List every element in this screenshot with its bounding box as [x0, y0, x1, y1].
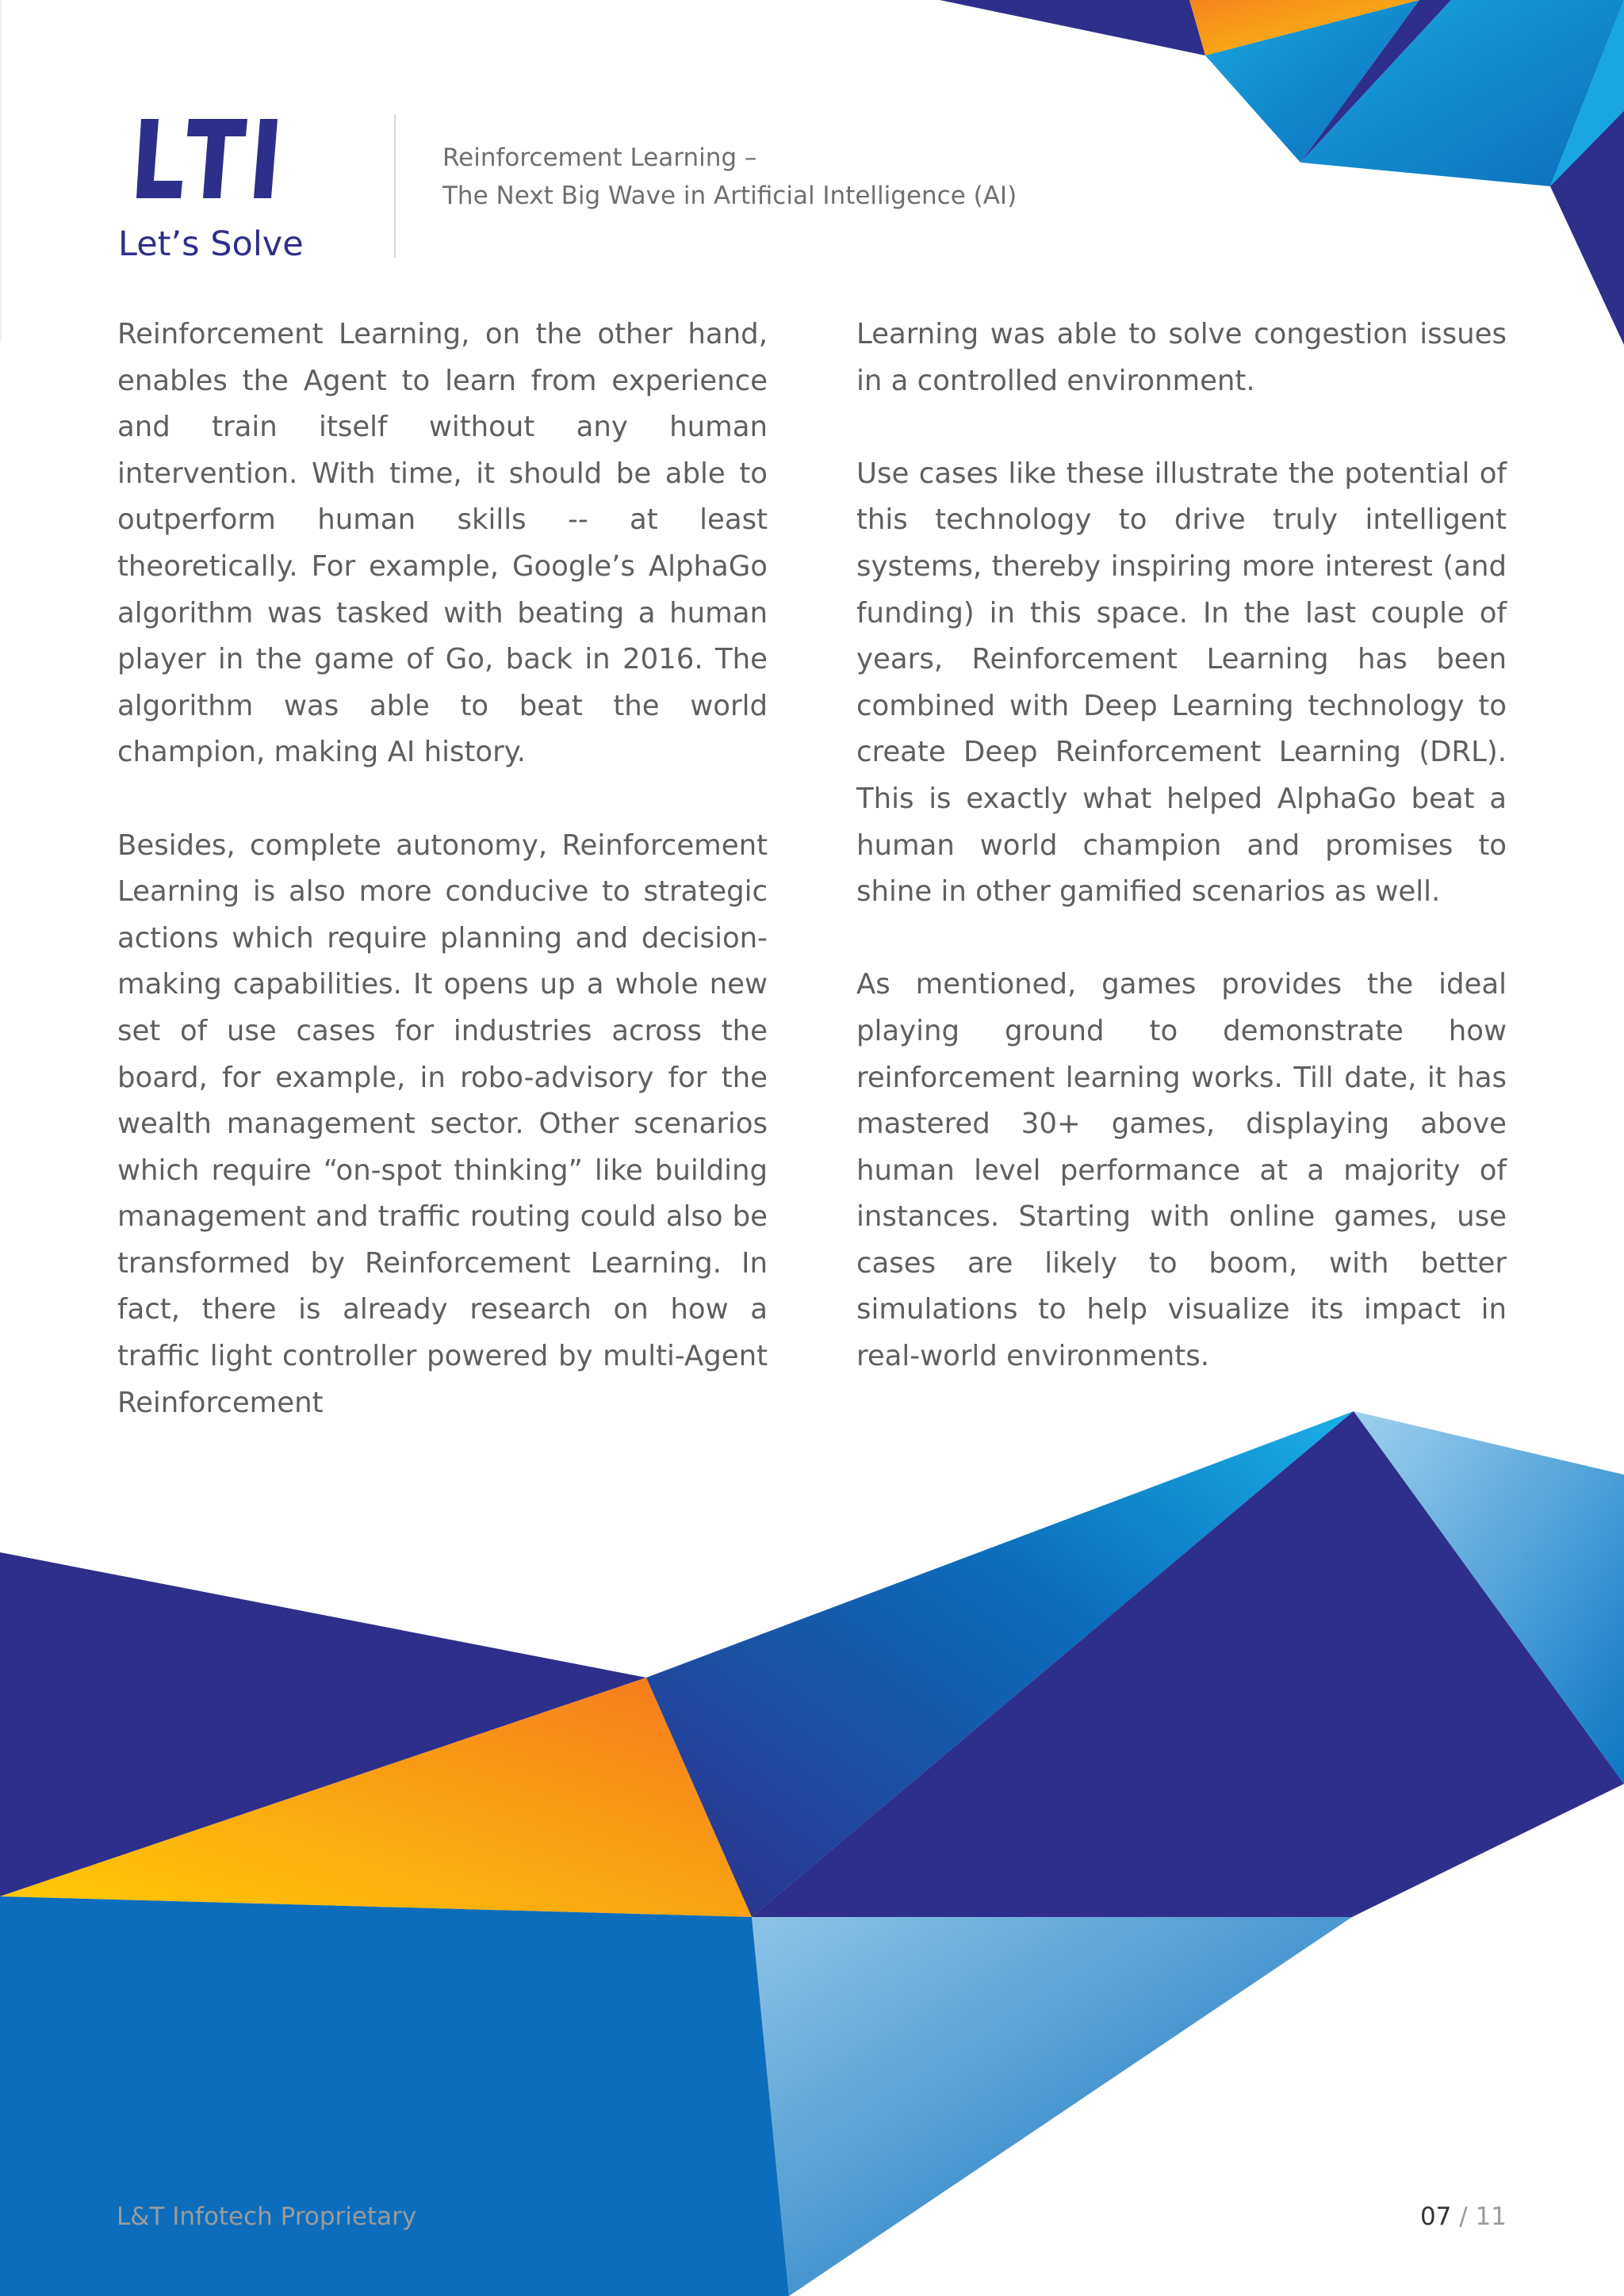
lti-logo [136, 119, 279, 198]
left-edge-line [0, 0, 2, 341]
left-text-column [117, 312, 768, 1473]
page-separator: / [1451, 2202, 1476, 2231]
paragraph: Use cases like these illustrate the potential of this technology to drive truly intelligent systems, thereby inspiring more interest (and funding) in this space. In the last couple of years, Reinforcement Learning has been combined with Deep Learning technology to create Deep Reinforcement Learning (DRL). This is exactly what helped AlphaGo beat a human world champion and promises to shine in other gamified scenarios as well. [856, 457, 1507, 909]
brand-tagline: Let’s Solve [118, 224, 304, 264]
bottom-shape-blue-left [0, 1896, 789, 2296]
page-total: 11 [1475, 2202, 1507, 2231]
top-shape-navy-left [940, 0, 1205, 55]
paragraph: As mentioned, games provides the ideal playing ground to demonstrate how reinforcement learning works. Till date, it has mastered 30+ games, displaying above human level performance at a majority of instances. Starting with online games, use cases are likely to boom, with better simulations to help visualize its impact in real-world environments. [856, 968, 1507, 1373]
page-current: 07 [1419, 2202, 1452, 2231]
right-text-column [856, 312, 1507, 1426]
paragraph: Learning was able to solve congestion issues in a controlled environment. [856, 318, 1507, 397]
paragraph: Besides, complete autonomy, Reinforcement Learning is also more conducive to strategic actions which require planning and decision-making capabilities. It opens up a whole new set of use cases for industries across the board, for example, in robo-advisory for the wealth management sector. Other scenarios which require “on-spot thinking” like building management and traffic routing could also be transformed by Reinforcement Learning. In fact, there is already research on how a traffic light controller powered by multi-Agent Reinforcement [117, 828, 768, 1419]
document-title-line-1: Reinforcement Learning – [442, 144, 757, 172]
page-number [1420, 2202, 1507, 2231]
document-title-line-2: The Next Big Wave in Artificial Intelligence (AI) [442, 182, 1017, 210]
footer-proprietary: L&T Infotech Proprietary [117, 2202, 417, 2231]
document-title [442, 139, 1017, 215]
bottom-shape-light [752, 1917, 1352, 2296]
header-divider [394, 115, 396, 258]
paragraph: Reinforcement Learning, on the other hand, enables the Agent to learn from experience and train itself without any human intervention. With time, it should be able to outperform human skills -- at least theoretically. For example, Google’s AlphaGo algorithm was tasked with beating a human player in the game of Go, back in 2016. The algorithm was able to beat the world champion, making AI history. [117, 318, 768, 769]
